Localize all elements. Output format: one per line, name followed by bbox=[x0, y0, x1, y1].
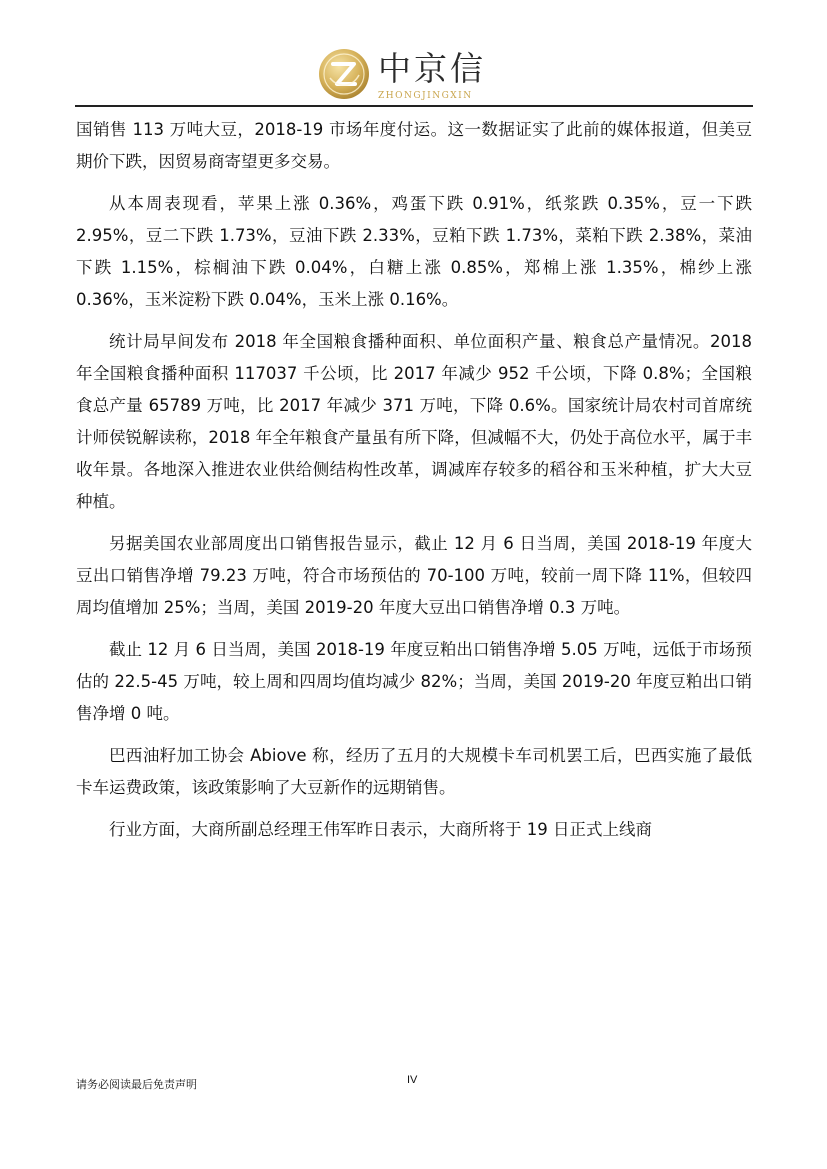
page-number: IV bbox=[407, 1074, 418, 1086]
paragraph-usda-soybean-sales: 另据美国农业部周度出口销售报告显示，截止 12 月 6 日当周，美国 2018-19 年度大豆出口销售净增 79.23 万吨，符合市场预估的 70-100 万吨，较前一周下降 11%，但较四周均值增加 25%；当周，美国 2019-20 年度大豆出口销售净增 0.3 万吨。 bbox=[76, 534, 752, 617]
paragraph-abiove: 巴西油籽加工协会 Abiove 称，经历了五月的大规模卡车司机罢工后，巴西实施了最低卡车运费政策，该政策影响了大豆新作的远期销售。 bbox=[76, 746, 752, 797]
paragraph-continued: 国销售 113 万吨大豆，2018-19 市场年度付运。这一数据证实了此前的媒体报道，但美豆期价下跌，因贸易商寄望更多交易。 bbox=[76, 120, 752, 171]
company-logo bbox=[318, 48, 486, 104]
paragraph-usda-soymeal-sales: 截止 12 月 6 日当周，美国 2018-19 年度豆粕出口销售净增 5.05 万吨，远低于市场预估的 22.5-45 万吨，较上周和四周均值均减少 82%；当周，美国 2019-20 年度豆粕出口销售净增 0 吨。 bbox=[76, 640, 752, 723]
paragraph-weekly-performance: 从本周表现看，苹果上涨 0.36%，鸡蛋下跌 0.91%，纸浆跌 0.35%，豆一下跌 2.95%，豆二下跌 1.73%，豆油下跌 2.33%，豆粕下跌 1.73%，菜粕下跌 2.38%，菜油下跌 1.15%，棕榈油下跌 0.04%，白糖上涨 0.85%，郑棉上涨 1.35%，棉纱上涨 0.36%，玉米淀粉下跌 0.04%，玉米上涨 0.16%。 bbox=[76, 194, 752, 309]
logo-emblem-icon bbox=[318, 48, 370, 100]
footer-disclaimer: 请务必阅读最后免责声明 bbox=[76, 1078, 197, 1091]
paragraph-industry: 行业方面，大商所副总经理王伟军昨日表示，大商所将于 19 日正式上线商 bbox=[109, 820, 652, 839]
header-divider bbox=[75, 105, 753, 107]
logo-english-name: ZHONGJINGXIN bbox=[378, 91, 473, 101]
page-header bbox=[0, 0, 827, 110]
document-body bbox=[76, 114, 752, 856]
paragraph-grain-statistics: 统计局早间发布 2018 年全国粮食播种面积、单位面积产量、粮食总产量情况。2018 年全国粮食播种面积 117037 千公顷，比 2017 年减少 952 千公顷，下降 0.8%；全国粮食总产量 65789 万吨，比 2017 年减少 371 万吨，下降 0.6%。国家统计局农村司首席统计师侯锐解读称，2018 年全年粮食产量虽有所下降，但减幅不大，仍处于高位水平，属于丰收年景。各地深入推进农业供给侧结构性改革，调减库存较多的稻谷和玉米种植，扩大大豆种植。 bbox=[76, 332, 752, 511]
logo-chinese-name: 中京信 bbox=[378, 49, 486, 88]
